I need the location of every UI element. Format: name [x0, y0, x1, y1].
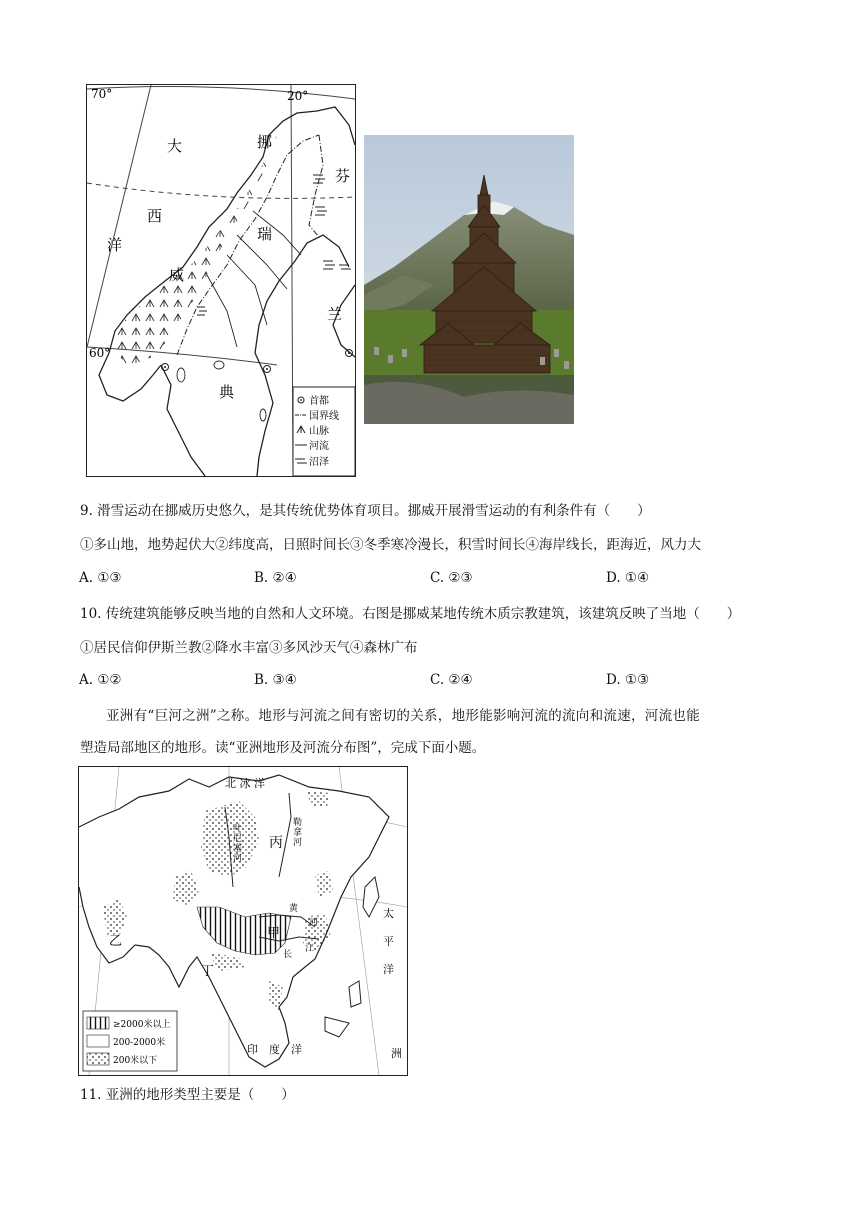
- label-yenisei-4: 河: [233, 854, 243, 864]
- region-jia: 甲: [267, 926, 281, 941]
- q10-statements: ①居民信仰伊斯兰教②降水丰富③多风沙天气④森林广布: [80, 640, 418, 656]
- label-arctic-ocean: 北 冰 洋: [225, 777, 265, 790]
- label-lan: 兰: [327, 305, 343, 323]
- label-yellow-river-2: 河: [309, 918, 319, 928]
- legend-high: ≥2000米以上: [113, 1020, 171, 1030]
- stave-church-photo: [364, 135, 574, 424]
- lat-60-label: 60°: [89, 346, 111, 360]
- label-pacific-2: 平: [383, 935, 394, 948]
- q10-option-b[interactable]: B. ③④: [254, 672, 297, 688]
- label-lena-3: 河: [293, 838, 303, 848]
- label-yenisei-3: 塞: [233, 844, 243, 854]
- region-yi: 乙: [109, 934, 123, 949]
- lon-20-label: 20°: [287, 89, 309, 103]
- asia-map-drawing: [79, 767, 407, 1075]
- q9-stem: 9. 滑雪运动在挪威历史悠久，是其传统优势体育项目。挪威开展滑雪运动的有利条件有（ ）: [80, 503, 651, 519]
- q10-option-d[interactable]: D. ①③: [606, 672, 650, 688]
- label-rui: 瑞: [257, 225, 273, 243]
- legend-river: 河流: [309, 441, 329, 452]
- label-da: 大: [167, 137, 183, 155]
- label-yangtze-2: 江: [305, 944, 315, 954]
- legend-swamp: 沼泽: [309, 457, 329, 468]
- asia-map: [78, 766, 408, 1076]
- label-xi: 西: [147, 207, 163, 225]
- label-zhou: 洲: [391, 1047, 402, 1060]
- label-fen: 芬: [335, 167, 351, 185]
- label-lena-1: 勒: [293, 818, 303, 828]
- region-ding: 丁: [201, 964, 215, 979]
- label-yangtze-1: 长: [283, 950, 293, 960]
- asia-map-legend: [83, 1011, 177, 1071]
- lon-70-label: 70°: [91, 87, 113, 101]
- label-yenisei-1: 叶: [233, 824, 243, 834]
- label-pacific-1: 太: [383, 907, 394, 920]
- q9-option-c[interactable]: C. ②③: [430, 570, 473, 586]
- label-yellow-river-1: 黄: [289, 904, 299, 914]
- legend-border: 国界线: [309, 411, 339, 422]
- q9-option-b[interactable]: B. ②④: [254, 570, 297, 586]
- q11-stem: 11. 亚洲的地形类型主要是（ ）: [80, 1087, 295, 1103]
- norway-map-drawing: [87, 85, 355, 476]
- norway-map-legend: [293, 387, 355, 476]
- intro-line-1: 亚洲有“巨河之洲”之称。地形与河流之间有密切的关系，地形能影响河流的流向和流速，河流也能: [106, 708, 701, 724]
- q9-statements: ①多山地，地势起伏大②纬度高，日照时间长③冬季寒冷漫长，积雪时间长④海岸线长，距海近，风力大: [80, 537, 701, 553]
- intro-line-2: 塑造局部地区的地形。读“亚洲地形及河流分布图”，完成下面小题。: [80, 740, 486, 756]
- label-wei: 威: [169, 266, 185, 284]
- legend-mountain: 山脉: [309, 426, 329, 437]
- q10-stem: 10. 传统建筑能够反映当地的自然和人文环境。右图是挪威某地传统木质宗教建筑，该建筑反映了当地（ ）: [80, 606, 741, 622]
- q10-option-c[interactable]: C. ②④: [430, 672, 473, 688]
- label-pacific-3: 洋: [383, 963, 394, 976]
- legend-low: 200米以下: [113, 1056, 158, 1066]
- q10-option-a[interactable]: A. ①②: [79, 672, 122, 688]
- label-yenisei-2: 尼: [233, 834, 243, 844]
- label-nuo: 挪: [257, 133, 273, 151]
- label-yang: 洋: [107, 236, 123, 254]
- label-lena-2: 拿: [293, 828, 303, 838]
- legend-mid: 200-2000米: [113, 1038, 166, 1048]
- region-bing: 丙: [269, 835, 283, 851]
- norway-map: [86, 84, 356, 477]
- legend-capital: 首都: [309, 396, 329, 407]
- q9-option-a[interactable]: A. ①③: [79, 570, 122, 586]
- label-indian-ocean: 印 度 洋: [247, 1043, 302, 1056]
- q9-option-d[interactable]: D. ①④: [606, 570, 650, 586]
- label-dian: 典: [219, 383, 235, 401]
